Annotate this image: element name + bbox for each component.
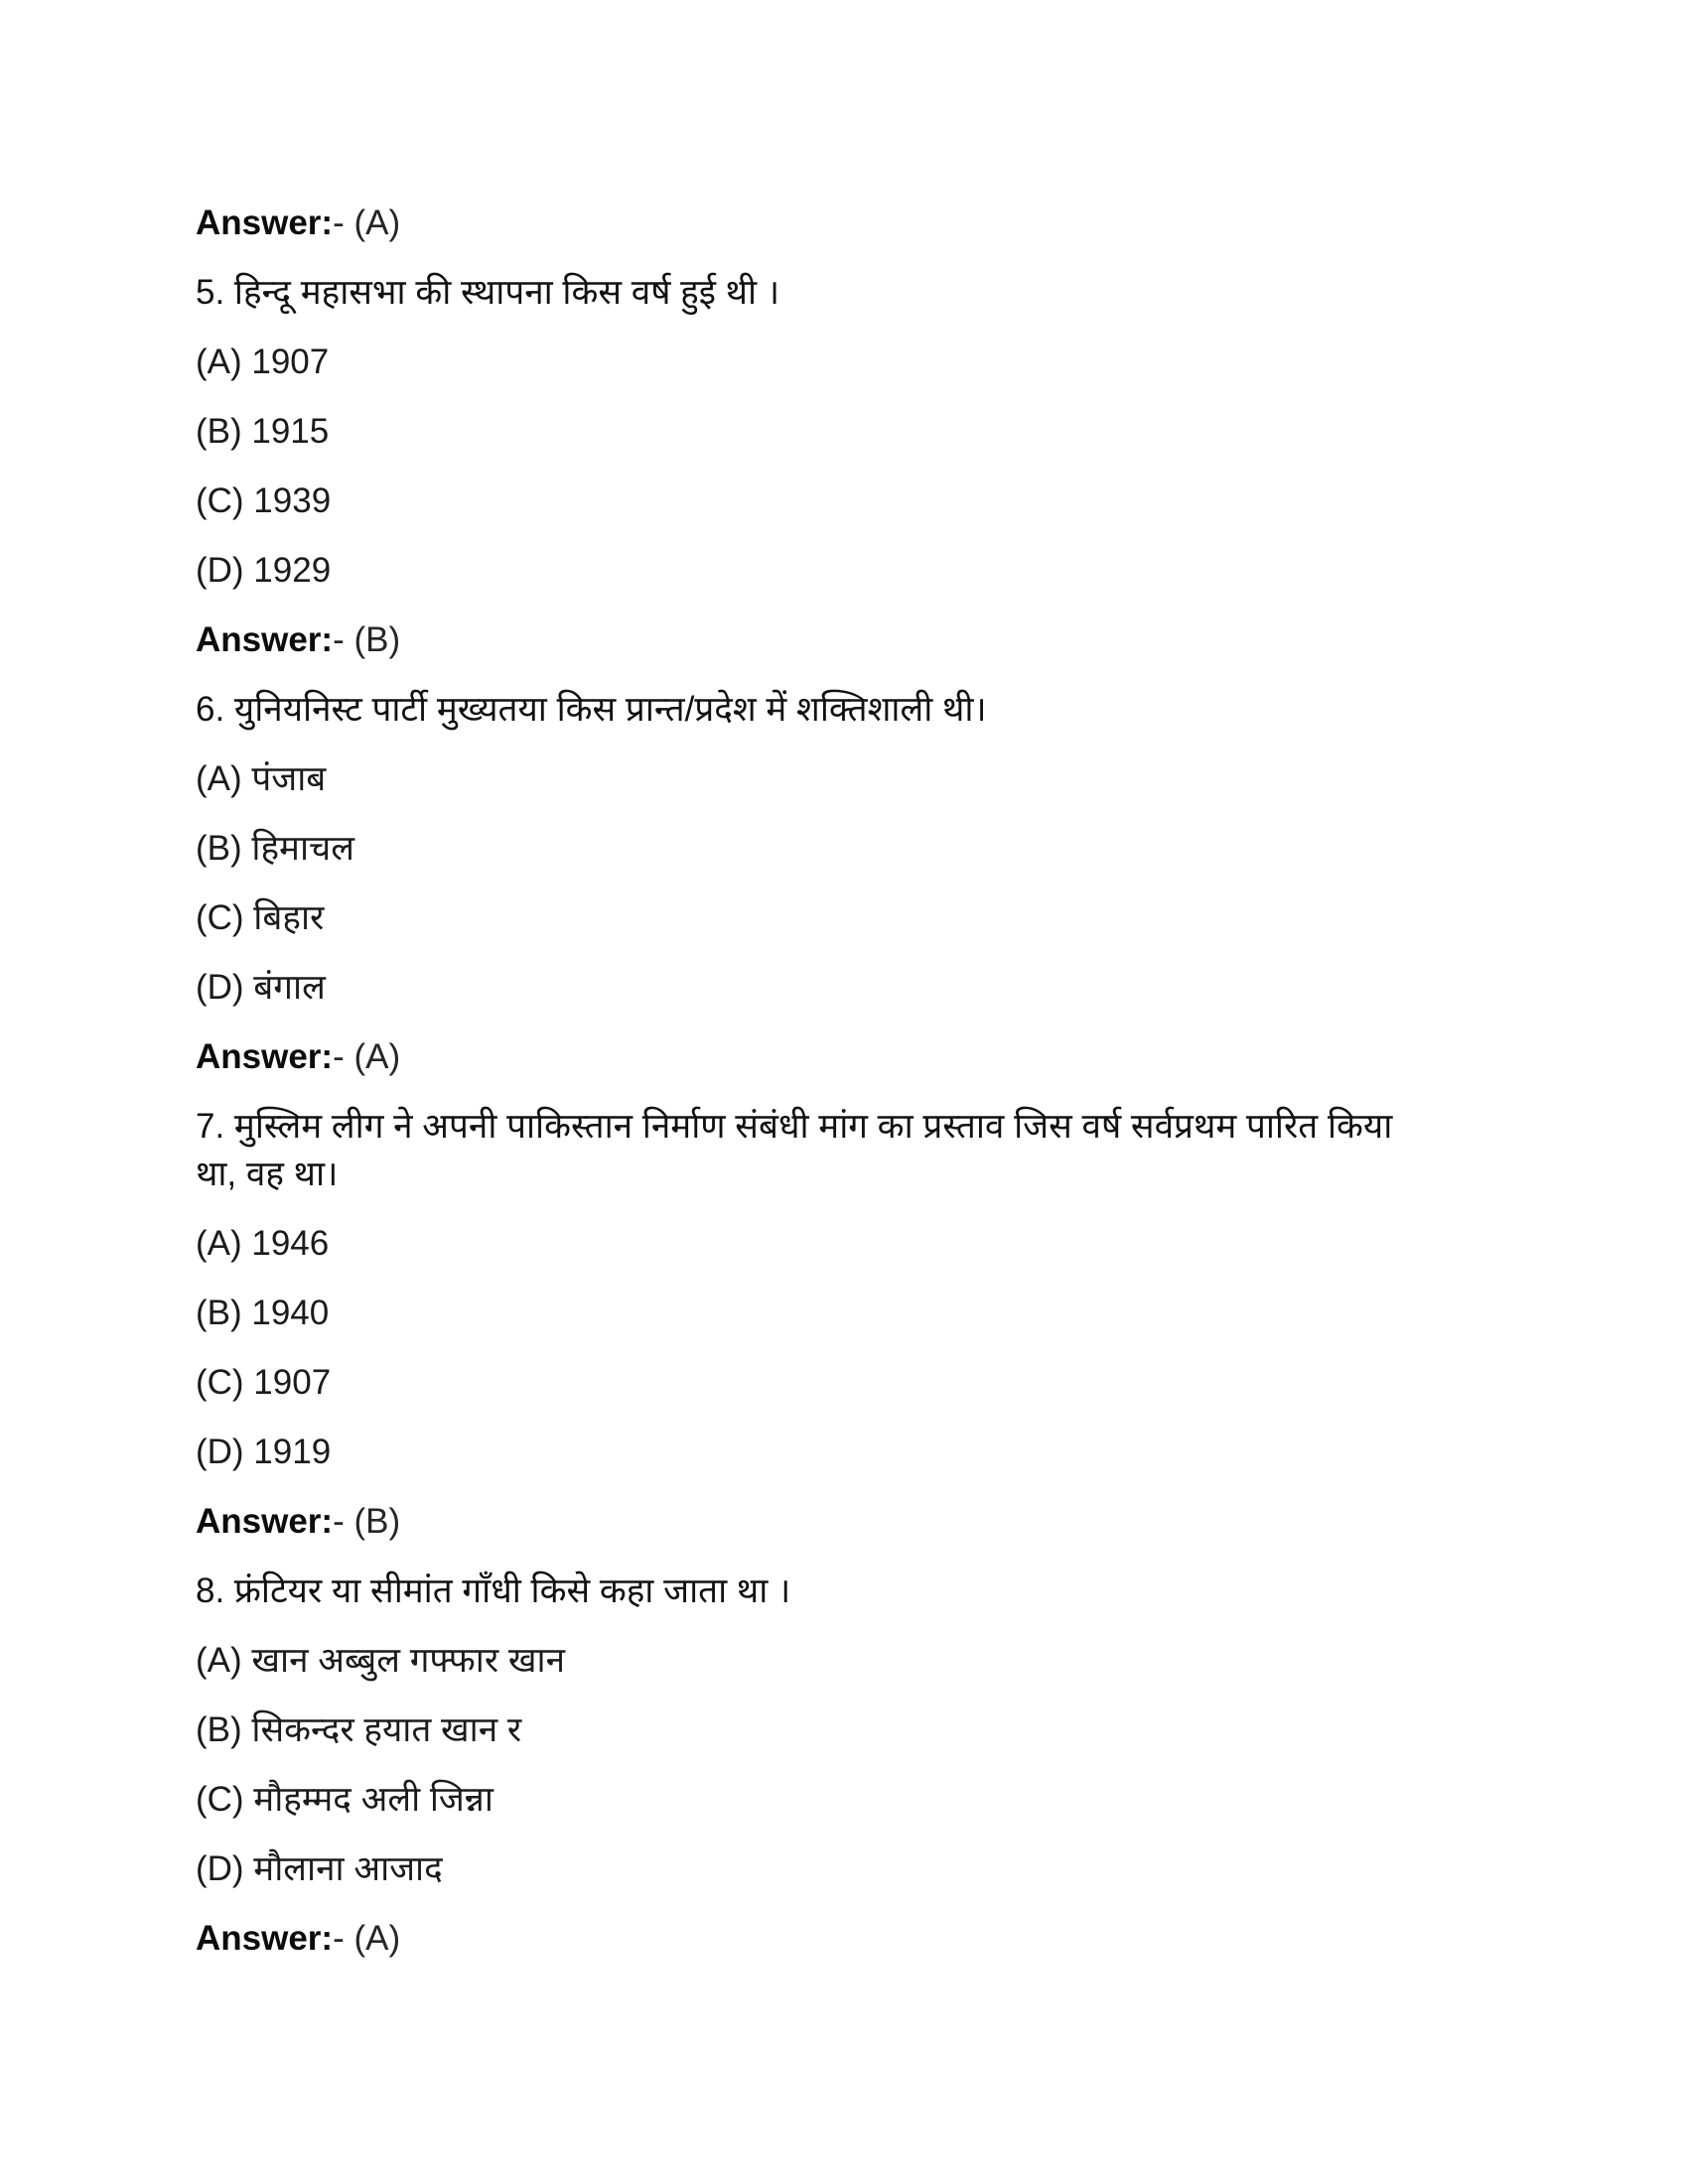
answer-value: - (A) bbox=[333, 204, 401, 242]
option-a: (A) खान अब्बुल गफ्फार खान bbox=[196, 1641, 565, 1680]
option-a: (A) 1946 bbox=[196, 1224, 330, 1263]
option-b: (B) 1940 bbox=[196, 1294, 330, 1332]
answer-label: Answer: bbox=[196, 620, 334, 659]
option-d: (D) बंगाल bbox=[196, 968, 326, 1007]
question-text: 6. युनियनिस्ट पार्टी मुख्यतया किस प्रान्त/प्रदेश में शक्तिशाली थी। bbox=[196, 690, 987, 729]
answer-line bbox=[196, 1915, 1504, 1963]
option-a: (A) 1907 bbox=[196, 342, 330, 381]
option-d: (D) 1919 bbox=[196, 1433, 332, 1471]
option-d: (D) मौलाना आजाद bbox=[196, 1849, 443, 1888]
answer-label: Answer: bbox=[196, 1037, 334, 1076]
leading-answer-line bbox=[196, 200, 1504, 247]
answer-label: Answer: bbox=[196, 1919, 334, 1958]
answer-line bbox=[196, 1033, 1504, 1081]
answer-line bbox=[196, 616, 1504, 664]
option-c: (C) बिहार bbox=[196, 898, 325, 937]
answer-label: Answer: bbox=[196, 204, 334, 242]
option-c: (C) 1939 bbox=[196, 481, 332, 520]
question-text: 5. हिन्दू महासभा की स्थापना किस वर्ष हुई थी । bbox=[196, 273, 780, 312]
question-text: 8. फ्रंटियर या सीमांत गाँधी किसे कहा जाता था । bbox=[196, 1571, 791, 1610]
option-c: (C) मौहम्मद अली जिन्ना bbox=[196, 1780, 493, 1819]
answer-line bbox=[196, 1498, 1504, 1546]
option-b: (B) हिमाचल bbox=[196, 829, 354, 868]
option-d: (D) 1929 bbox=[196, 551, 332, 590]
answer-value: - (A) bbox=[333, 1919, 401, 1958]
question-block-5 bbox=[196, 269, 1504, 664]
option-a: (A) पंजाब bbox=[196, 759, 327, 798]
option-b: (B) सिकन्दर हयात खान र bbox=[196, 1710, 522, 1749]
question-text: 7. मुस्लिम लीग ने अपनी पाकिस्तान निर्माण संबंधी मांग का प्रस्ताव जिस वर्ष सर्वप्रथम पारित किया था, वह था। bbox=[196, 1107, 1393, 1193]
option-b: (B) 1915 bbox=[196, 412, 330, 451]
answer-value: - (B) bbox=[333, 620, 401, 659]
answer-label: Answer: bbox=[196, 1502, 334, 1541]
answer-value: - (B) bbox=[333, 1502, 401, 1541]
question-block-6 bbox=[196, 686, 1504, 1081]
question-block-7 bbox=[196, 1103, 1504, 1546]
answer-value: - (A) bbox=[333, 1037, 401, 1076]
question-block-8 bbox=[196, 1568, 1504, 1963]
option-c: (C) 1907 bbox=[196, 1363, 332, 1402]
